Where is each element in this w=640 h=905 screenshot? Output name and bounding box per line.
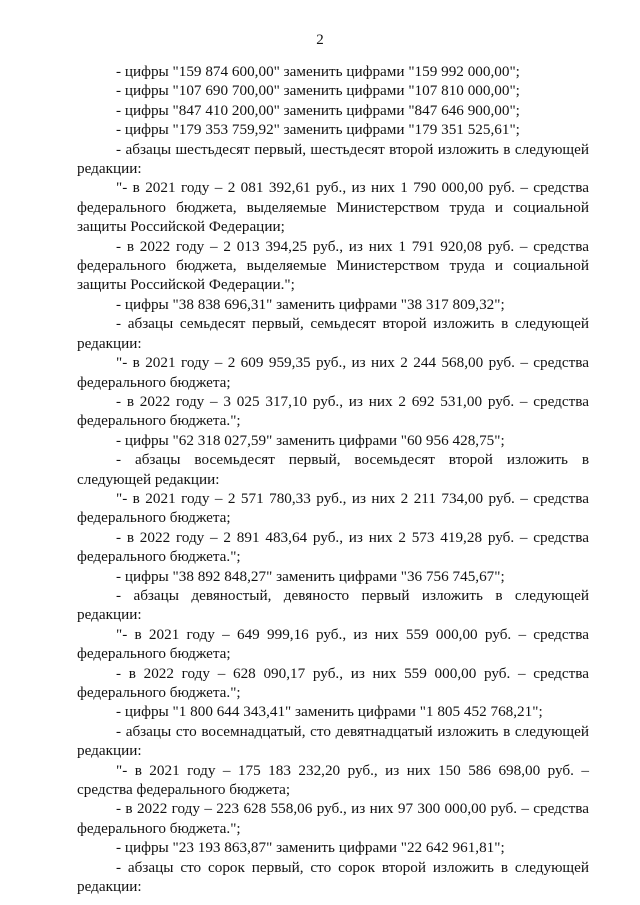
- paragraph: - цифры "107 690 700,00" заменить цифрами "107 810 000,00";: [116, 82, 520, 100]
- document-body: [77, 62, 589, 896]
- paragraph: - цифры "38 838 696,31" заменить цифрами "38 317 809,32";: [116, 295, 505, 313]
- paragraph: - цифры "179 353 759,92" заменить цифрами "179 351 525,61";: [116, 121, 520, 139]
- paragraph: - цифры "1 800 644 343,41" заменить цифрами "1 805 452 768,21";: [116, 703, 543, 721]
- paragraph: "- в 2021 году – 2 609 959,35 руб., из них 2 244 568,00 руб. – средства федерального бюджета;: [77, 354, 589, 391]
- paragraph: "- в 2021 году – 2 571 780,33 руб., из них 2 211 734,00 руб. – средства федерального бюджета;: [77, 489, 589, 527]
- paragraph: "- в 2021 году – 175 183 232,20 руб., из них 150 586 698,00 руб. – средства федерального бюджета;: [77, 761, 589, 799]
- paragraph: "- в 2021 году – 649 999,16 руб., из них 559 000,00 руб. – средства федерального бюджета;: [77, 625, 589, 663]
- paragraph: - абзацы сто сорок первый, сто сорок второй изложить в следующей редакции:: [77, 858, 589, 896]
- paragraph: - в 2022 году – 223 628 558,06 руб., из них 97 300 000,00 руб. – средства федерального бюджета.";: [77, 800, 589, 837]
- paragraph: - в 2022 году – 2 891 483,64 руб., из них 2 573 419,28 руб. – средства федерального бюджета.";: [77, 528, 589, 566]
- paragraph: - цифры "159 874 600,00" заменить цифрами "159 992 000,00";: [116, 63, 520, 80]
- paragraph: - в 2022 году – 2 013 394,25 руб., из них 1 791 920,08 руб. – средства федерального бюджета, выделяемые Министерством труда и социальной защиты Российской Федерации.";: [77, 237, 589, 294]
- paragraph: - цифры "847 410 200,00" заменить цифрами "847 646 900,00";: [116, 101, 520, 119]
- paragraph: - абзацы девяностый, девяносто первый изложить в следующей редакции:: [77, 586, 589, 624]
- paragraph: - цифры "38 892 848,27" заменить цифрами "36 756 745,67";: [116, 567, 505, 585]
- paragraph: - в 2022 году – 628 090,17 руб., из них 559 000,00 руб. – средства федерального бюджета.";: [77, 664, 589, 701]
- paragraph: - цифры "23 193 863,87" заменить цифрами "22 642 961,81";: [116, 839, 505, 857]
- paragraph: - в 2022 году – 3 025 317,10 руб., из них 2 692 531,00 руб. – средства федерального бюджета.";: [77, 392, 589, 430]
- paragraph: - абзацы семьдесят первый, семьдесят второй изложить в следующей редакции:: [77, 315, 589, 352]
- paragraph: "- в 2021 году – 2 081 392,61 руб., из них 1 790 000,00 руб. – средства федерального бюджета, выделяемые Министерством труда и социальной защиты Российской Федерации;: [77, 179, 589, 236]
- paragraph: - абзацы сто восемнадцатый, сто девятнадцатый изложить в следующей редакции:: [77, 722, 589, 760]
- paragraph: - цифры "62 318 027,59" заменить цифрами "60 956 428,75";: [116, 431, 505, 449]
- page-number: 2: [316, 32, 324, 48]
- paragraph: - абзацы шестьдесят первый, шестьдесят второй изложить в следующей редакции:: [77, 140, 589, 178]
- paragraph: - абзацы восемьдесят первый, восемьдесят второй изложить в следующей редакции:: [77, 451, 589, 488]
